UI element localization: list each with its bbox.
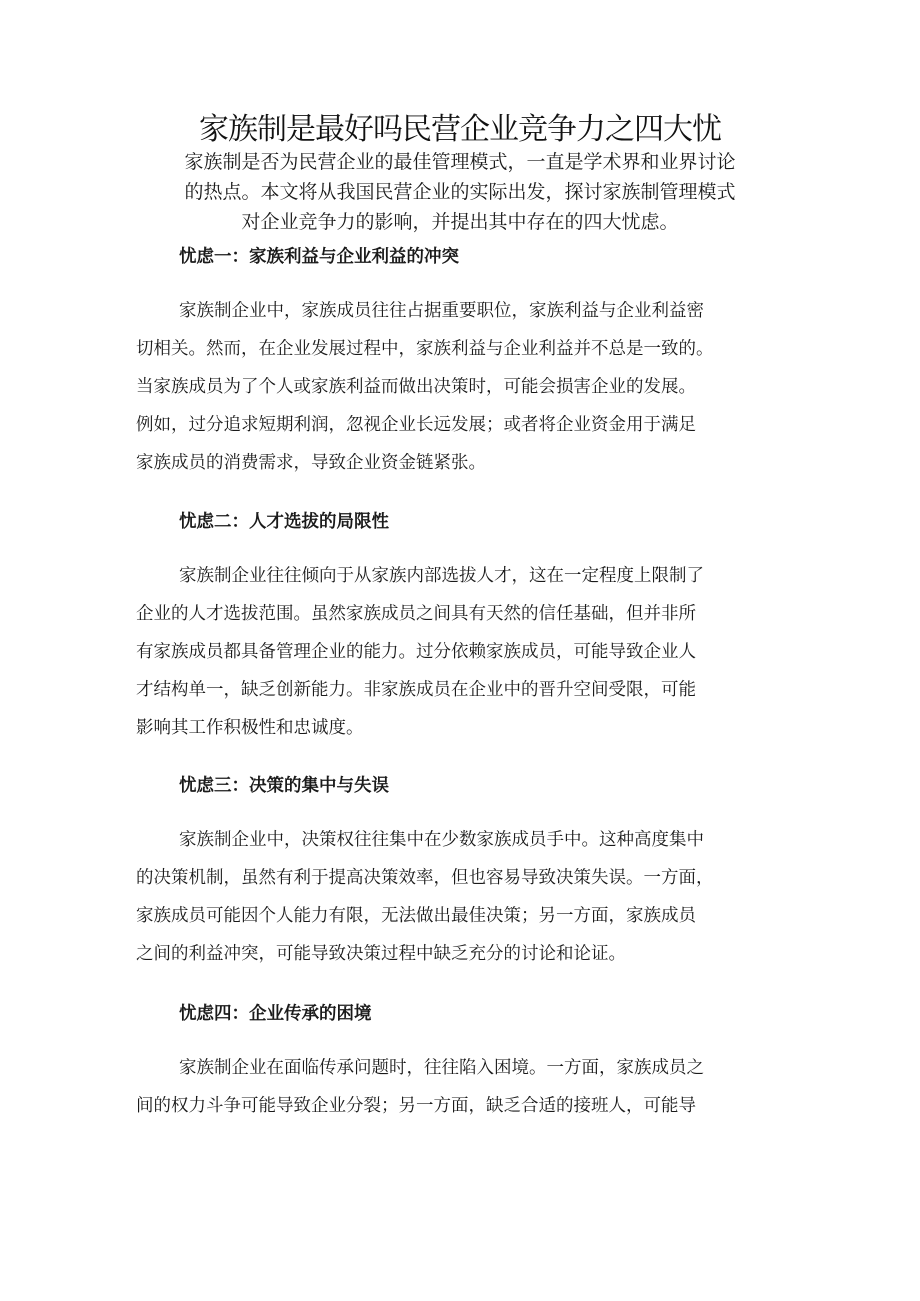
paragraph-line: 企业的人才选拔范围。虽然家族成员之间具有天然的信任基础，但并非所 — [136, 604, 696, 624]
paragraph-line: 家族制企业中，决策权往往集中在少数家族成员手中。这种高度集中 — [179, 830, 704, 850]
section-paragraph-3 — [136, 821, 776, 973]
paragraph-line: 才结构单一，缺乏创新能力。非家族成员在企业中的晋升空间受限，可能 — [136, 680, 696, 700]
section-heading-3: 忧虑三：决策的集中与失误 — [179, 776, 389, 796]
intro-line: 的热点。本文将从我国民营企业的实际出发，探讨家族制管理模式 — [184, 181, 736, 203]
section-paragraph-2 — [136, 557, 776, 747]
paragraph-line: 切相关。然而，在企业发展过程中，家族利益与企业利益并不总是一致的。 — [136, 339, 714, 359]
section-paragraph-4 — [136, 1049, 776, 1125]
paragraph-line: 例如，过分追求短期利润，忽视企业长远发展；或者将企业资金用于满足 — [136, 415, 696, 435]
section-heading-4: 忧虑四：企业传承的困境 — [179, 1004, 372, 1024]
paragraph-line: 之间的利益冲突，可能导致决策过程中缺乏充分的讨论和论证。 — [136, 944, 626, 964]
intro-line: 家族制是否为民营企业的最佳管理模式，一直是学术界和业界讨论 — [184, 151, 736, 173]
paragraph-line: 家族成员的消费需求，导致企业资金链紧张。 — [136, 453, 486, 473]
paragraph-line: 家族制企业中，家族成员往往占据重要职位，家族利益与企业利益密 — [179, 301, 704, 321]
document-title: 家族制是最好吗民营企业竞争力之四大忧 — [199, 112, 721, 147]
section-paragraph-1 — [136, 292, 776, 482]
paragraph-line: 当家族成员为了个人或家族利益而做出决策时，可能会损害企业的发展。 — [136, 377, 696, 397]
paragraph-line: 有家族成员都具备管理企业的能力。过分依赖家族成员，可能导致企业人 — [136, 642, 696, 662]
paragraph-line: 家族制企业往往倾向于从家族内部选拔人才，这在一定程度上限制了 — [179, 566, 704, 586]
paragraph-line: 影响其工作积极性和忠诚度。 — [136, 718, 364, 738]
intro-line: 对企业竞争力的影响，并提出其中存在的四大忧虑。 — [241, 211, 679, 233]
paragraph-line: 家族成员可能因个人能力有限，无法做出最佳决策；另一方面，家族成员 — [136, 906, 696, 926]
paragraph-line: 的决策机制，虽然有利于提高决策效率，但也容易导致决策失误。一方面， — [136, 868, 714, 888]
intro-paragraph — [150, 147, 770, 237]
section-heading-1: 忧虑一：家族利益与企业利益的冲突 — [179, 247, 459, 267]
paragraph-line: 间的权力斗争可能导致企业分裂；另一方面，缺乏合适的接班人，可能导 — [136, 1096, 696, 1116]
section-heading-2: 忧虑二：人才选拔的局限性 — [179, 512, 389, 532]
paragraph-line: 家族制企业在面临传承问题时，往往陷入困境。一方面，家族成员之 — [179, 1058, 704, 1078]
